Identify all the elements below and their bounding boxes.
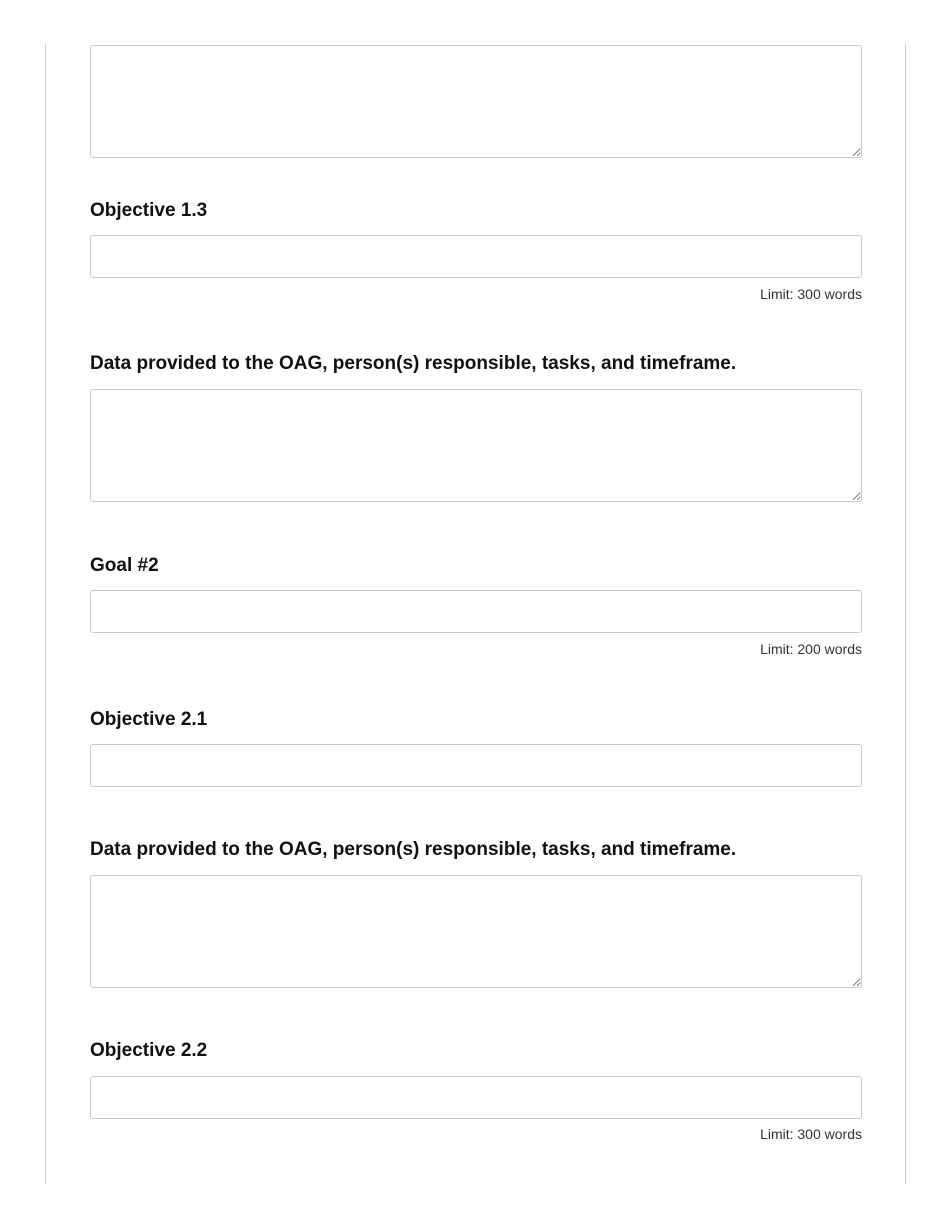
- goal-2-word-limit: Limit: 200 words: [760, 641, 862, 657]
- objective-2-1-input[interactable]: [90, 744, 862, 787]
- goal-2-input[interactable]: [90, 590, 862, 633]
- data-provided-1-label: Data provided to the OAG, person(s) responsible, tasks, and timeframe.: [90, 353, 737, 374]
- form-left-border: [45, 44, 46, 1184]
- goal-2-label: Goal #2: [90, 555, 159, 576]
- data-provided-2-textarea[interactable]: [90, 875, 862, 988]
- objective-1-3-input[interactable]: [90, 235, 862, 278]
- objective-1-3-label: Objective 1.3: [90, 200, 208, 221]
- objective-2-2-label: Objective 2.2: [90, 1040, 208, 1061]
- form-right-border: [905, 44, 906, 1184]
- objective-2-2-word-limit: Limit: 300 words: [760, 1126, 862, 1142]
- objective-2-2-input[interactable]: [90, 1076, 862, 1119]
- previous-data-textarea[interactable]: [90, 45, 862, 158]
- data-provided-1-textarea[interactable]: [90, 389, 862, 502]
- objective-1-3-word-limit: Limit: 300 words: [760, 286, 862, 302]
- data-provided-2-label: Data provided to the OAG, person(s) responsible, tasks, and timeframe.: [90, 839, 737, 860]
- objective-2-1-label: Objective 2.1: [90, 709, 208, 730]
